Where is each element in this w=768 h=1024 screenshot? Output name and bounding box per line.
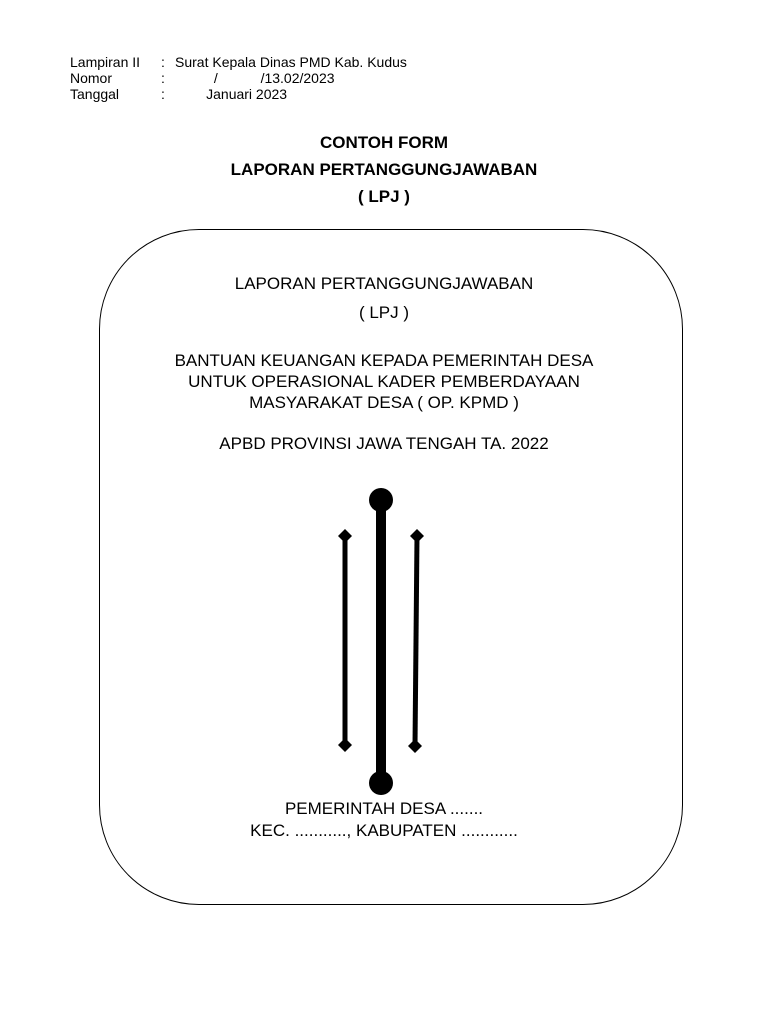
header-value: Surat Kepala Dinas PMD Kab. Kudus <box>175 54 407 70</box>
cover-bantuan-block <box>0 350 768 413</box>
bantuan-line-1: BANTUAN KEUANGAN KEPADA PEMERINTAH DESA <box>174 351 594 370</box>
header-label: Tanggal <box>70 86 120 102</box>
attachment-header <box>70 54 407 102</box>
header-value: / /13.02/2023 <box>175 70 335 86</box>
cover-pemerintah-block <box>0 798 768 842</box>
ornament-left-bottom-diamond <box>338 738 352 752</box>
header-value: Januari 2023 <box>175 86 288 102</box>
header-label: Lampiran II <box>70 54 141 70</box>
title-line-2: LAPORAN PERTANGGUNGJAWABAN <box>230 160 538 179</box>
ornament-emblem <box>320 480 440 800</box>
header-label: Nomor <box>70 70 113 86</box>
kecamatan-kabupaten: KEC. ..........., KABUPATEN ............ <box>250 821 518 840</box>
ornament-right-bar <box>415 536 417 746</box>
title-line-3: ( LPJ ) <box>358 187 410 206</box>
header-row-tanggal <box>70 86 407 102</box>
document-title <box>0 132 768 213</box>
header-separator: : <box>161 86 165 102</box>
ornament-left-top-diamond <box>338 529 352 543</box>
pemerintah-desa: PEMERINTAH DESA ....... <box>284 799 484 818</box>
bantuan-line-3: MASYARAKAT DESA ( OP. KPMD ) <box>249 393 519 412</box>
cover-lpj-title: LAPORAN PERTANGGUNGJAWABAN <box>234 274 534 293</box>
title-line-1: CONTOH FORM <box>319 133 449 152</box>
ornament-top-dot <box>369 488 393 512</box>
header-separator: : <box>161 54 165 70</box>
ornament-center-bar <box>376 500 386 782</box>
bantuan-line-2: UNTUK OPERASIONAL KADER PEMBERDAYAAN <box>188 372 580 391</box>
cover-lpj-abbr: ( LPJ ) <box>358 303 410 322</box>
header-row-lampiran <box>70 54 407 70</box>
ornament-right-top-diamond <box>410 529 424 543</box>
header-separator: : <box>161 70 165 86</box>
ornament-right-bottom-diamond <box>408 739 422 753</box>
cover-apbd: APBD PROVINSI JAWA TENGAH TA. 2022 <box>219 434 549 453</box>
ornament-bottom-dot <box>369 771 393 795</box>
header-row-nomor <box>70 70 407 86</box>
